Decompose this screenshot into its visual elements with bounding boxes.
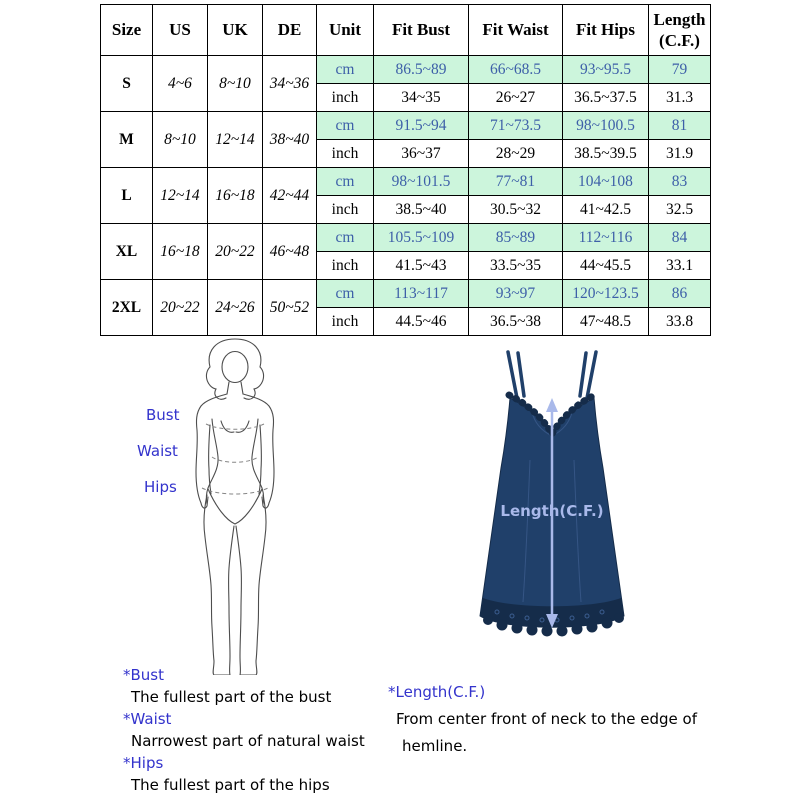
figure-label-waist: Waist — [137, 442, 178, 460]
header-hips: Fit Hips — [563, 5, 649, 56]
size-cell: L — [101, 168, 153, 224]
size-row-S-cm — [101, 56, 711, 84]
us-cell: 16~18 — [153, 224, 208, 280]
cm-length-cell: 84 — [649, 224, 711, 252]
uk-cell: 16~18 — [208, 168, 263, 224]
uk-cell: 8~10 — [208, 56, 263, 112]
inch-unit-cell: inch — [317, 84, 374, 112]
us-cell: 4~6 — [153, 56, 208, 112]
hips-note-desc: The fullest part of the hips — [131, 776, 330, 794]
inch-bust-cell: 36~37 — [374, 140, 469, 168]
inch-bust-cell: 44.5~46 — [374, 308, 469, 336]
dress-strap — [518, 353, 524, 396]
inch-length-cell: 32.5 — [649, 196, 711, 224]
bust-note-desc: The fullest part of the bust — [131, 688, 332, 706]
inch-unit-cell: inch — [317, 308, 374, 336]
size-cell: XL — [101, 224, 153, 280]
de-cell: 46~48 — [263, 224, 317, 280]
inch-waist-cell: 26~27 — [469, 84, 563, 112]
us-cell: 20~22 — [153, 280, 208, 336]
inch-hips-cell: 47~48.5 — [563, 308, 649, 336]
body-figure-illustration — [150, 337, 320, 675]
cm-hips-cell: 104~108 — [563, 168, 649, 196]
waist-line — [212, 457, 258, 462]
size-cell: 2XL — [101, 280, 153, 336]
cm-waist-cell: 93~97 — [469, 280, 563, 308]
header-unit: Unit — [317, 5, 374, 56]
cm-unit-cell: cm — [317, 224, 374, 252]
inch-unit-cell: inch — [317, 252, 374, 280]
length-note-title: *Length(C.F.) — [388, 683, 486, 701]
bust-line — [206, 424, 264, 429]
cm-bust-cell: 86.5~89 — [374, 56, 469, 84]
figure-label-bust: Bust — [146, 406, 180, 424]
dress-length-label: Length(C.F.) — [500, 502, 604, 520]
length-note-desc-line1: From center front of neck to the edge of — [396, 710, 698, 728]
figure-outline — [196, 339, 274, 675]
dress-strap — [587, 352, 596, 398]
inch-hips-cell: 44~45.5 — [563, 252, 649, 280]
inch-waist-cell: 30.5~32 — [469, 196, 563, 224]
inch-waist-cell: 33.5~35 — [469, 252, 563, 280]
cm-waist-cell: 71~73.5 — [469, 112, 563, 140]
hips-note-title: *Hips — [123, 754, 164, 772]
header-size: Size — [101, 5, 153, 56]
bust-note-title: *Bust — [123, 666, 164, 684]
inch-hips-cell: 41~42.5 — [563, 196, 649, 224]
header-waist: Fit Waist — [469, 5, 563, 56]
size-cell: M — [101, 112, 153, 168]
us-cell: 8~10 — [153, 112, 208, 168]
dress-strap — [508, 352, 517, 398]
cm-unit-cell: cm — [317, 56, 374, 84]
cm-bust-cell: 113~117 — [374, 280, 469, 308]
us-cell: 12~14 — [153, 168, 208, 224]
inch-bust-cell: 38.5~40 — [374, 196, 469, 224]
cm-length-cell: 86 — [649, 280, 711, 308]
cm-hips-cell: 93~95.5 — [563, 56, 649, 84]
de-cell: 34~36 — [263, 56, 317, 112]
header-de: DE — [263, 5, 317, 56]
cm-unit-cell: cm — [317, 280, 374, 308]
size-row-2XL-cm — [101, 280, 711, 308]
size-chart-table — [100, 4, 711, 336]
header-length-line: (C.F.) — [659, 31, 700, 50]
de-cell: 50~52 — [263, 280, 317, 336]
cm-bust-cell: 98~101.5 — [374, 168, 469, 196]
length-note-desc-line2: hemline. — [402, 737, 468, 755]
cm-hips-cell: 98~100.5 — [563, 112, 649, 140]
cm-hips-cell: 112~116 — [563, 224, 649, 252]
size-cell: S — [101, 56, 153, 112]
length-note — [388, 679, 697, 760]
inch-length-cell: 33.8 — [649, 308, 711, 336]
inch-length-cell: 33.1 — [649, 252, 711, 280]
figure-label-hips: Hips — [144, 478, 177, 496]
cm-bust-cell: 91.5~94 — [374, 112, 469, 140]
uk-cell: 20~22 — [208, 224, 263, 280]
header-length — [649, 5, 711, 56]
uk-cell: 24~26 — [208, 280, 263, 336]
cm-hips-cell: 120~123.5 — [563, 280, 649, 308]
measurement-lines — [202, 424, 268, 494]
de-cell: 42~44 — [263, 168, 317, 224]
cm-waist-cell: 85~89 — [469, 224, 563, 252]
size-row-L-cm — [101, 168, 711, 196]
cm-bust-cell: 105.5~109 — [374, 224, 469, 252]
length-arrow-up-icon — [546, 398, 558, 412]
cm-length-cell: 81 — [649, 112, 711, 140]
inch-length-cell: 31.9 — [649, 140, 711, 168]
measurement-notes — [123, 664, 365, 796]
hips-line — [202, 488, 268, 494]
inch-hips-cell: 36.5~37.5 — [563, 84, 649, 112]
cm-length-cell: 79 — [649, 56, 711, 84]
header-bust: Fit Bust — [374, 5, 469, 56]
inch-length-cell: 31.3 — [649, 84, 711, 112]
inch-unit-cell: inch — [317, 196, 374, 224]
size-row-M-cm — [101, 112, 711, 140]
inch-bust-cell: 34~35 — [374, 84, 469, 112]
cm-unit-cell: cm — [317, 112, 374, 140]
cm-waist-cell: 66~68.5 — [469, 56, 563, 84]
cm-length-cell: 83 — [649, 168, 711, 196]
header-length-line: Length — [653, 9, 706, 29]
header-uk: UK — [208, 5, 263, 56]
uk-cell: 12~14 — [208, 112, 263, 168]
inch-unit-cell: inch — [317, 140, 374, 168]
inch-waist-cell: 36.5~38 — [469, 308, 563, 336]
dress-strap — [580, 353, 586, 396]
header-us: US — [153, 5, 208, 56]
dress-illustration — [452, 350, 652, 660]
inch-hips-cell: 38.5~39.5 — [563, 140, 649, 168]
waist-note-title: *Waist — [123, 710, 172, 728]
size-row-XL-cm — [101, 224, 711, 252]
inch-waist-cell: 28~29 — [469, 140, 563, 168]
de-cell: 38~40 — [263, 112, 317, 168]
waist-note-desc: Narrowest part of natural waist — [131, 732, 365, 750]
cm-unit-cell: cm — [317, 168, 374, 196]
inch-bust-cell: 41.5~43 — [374, 252, 469, 280]
cm-waist-cell: 77~81 — [469, 168, 563, 196]
